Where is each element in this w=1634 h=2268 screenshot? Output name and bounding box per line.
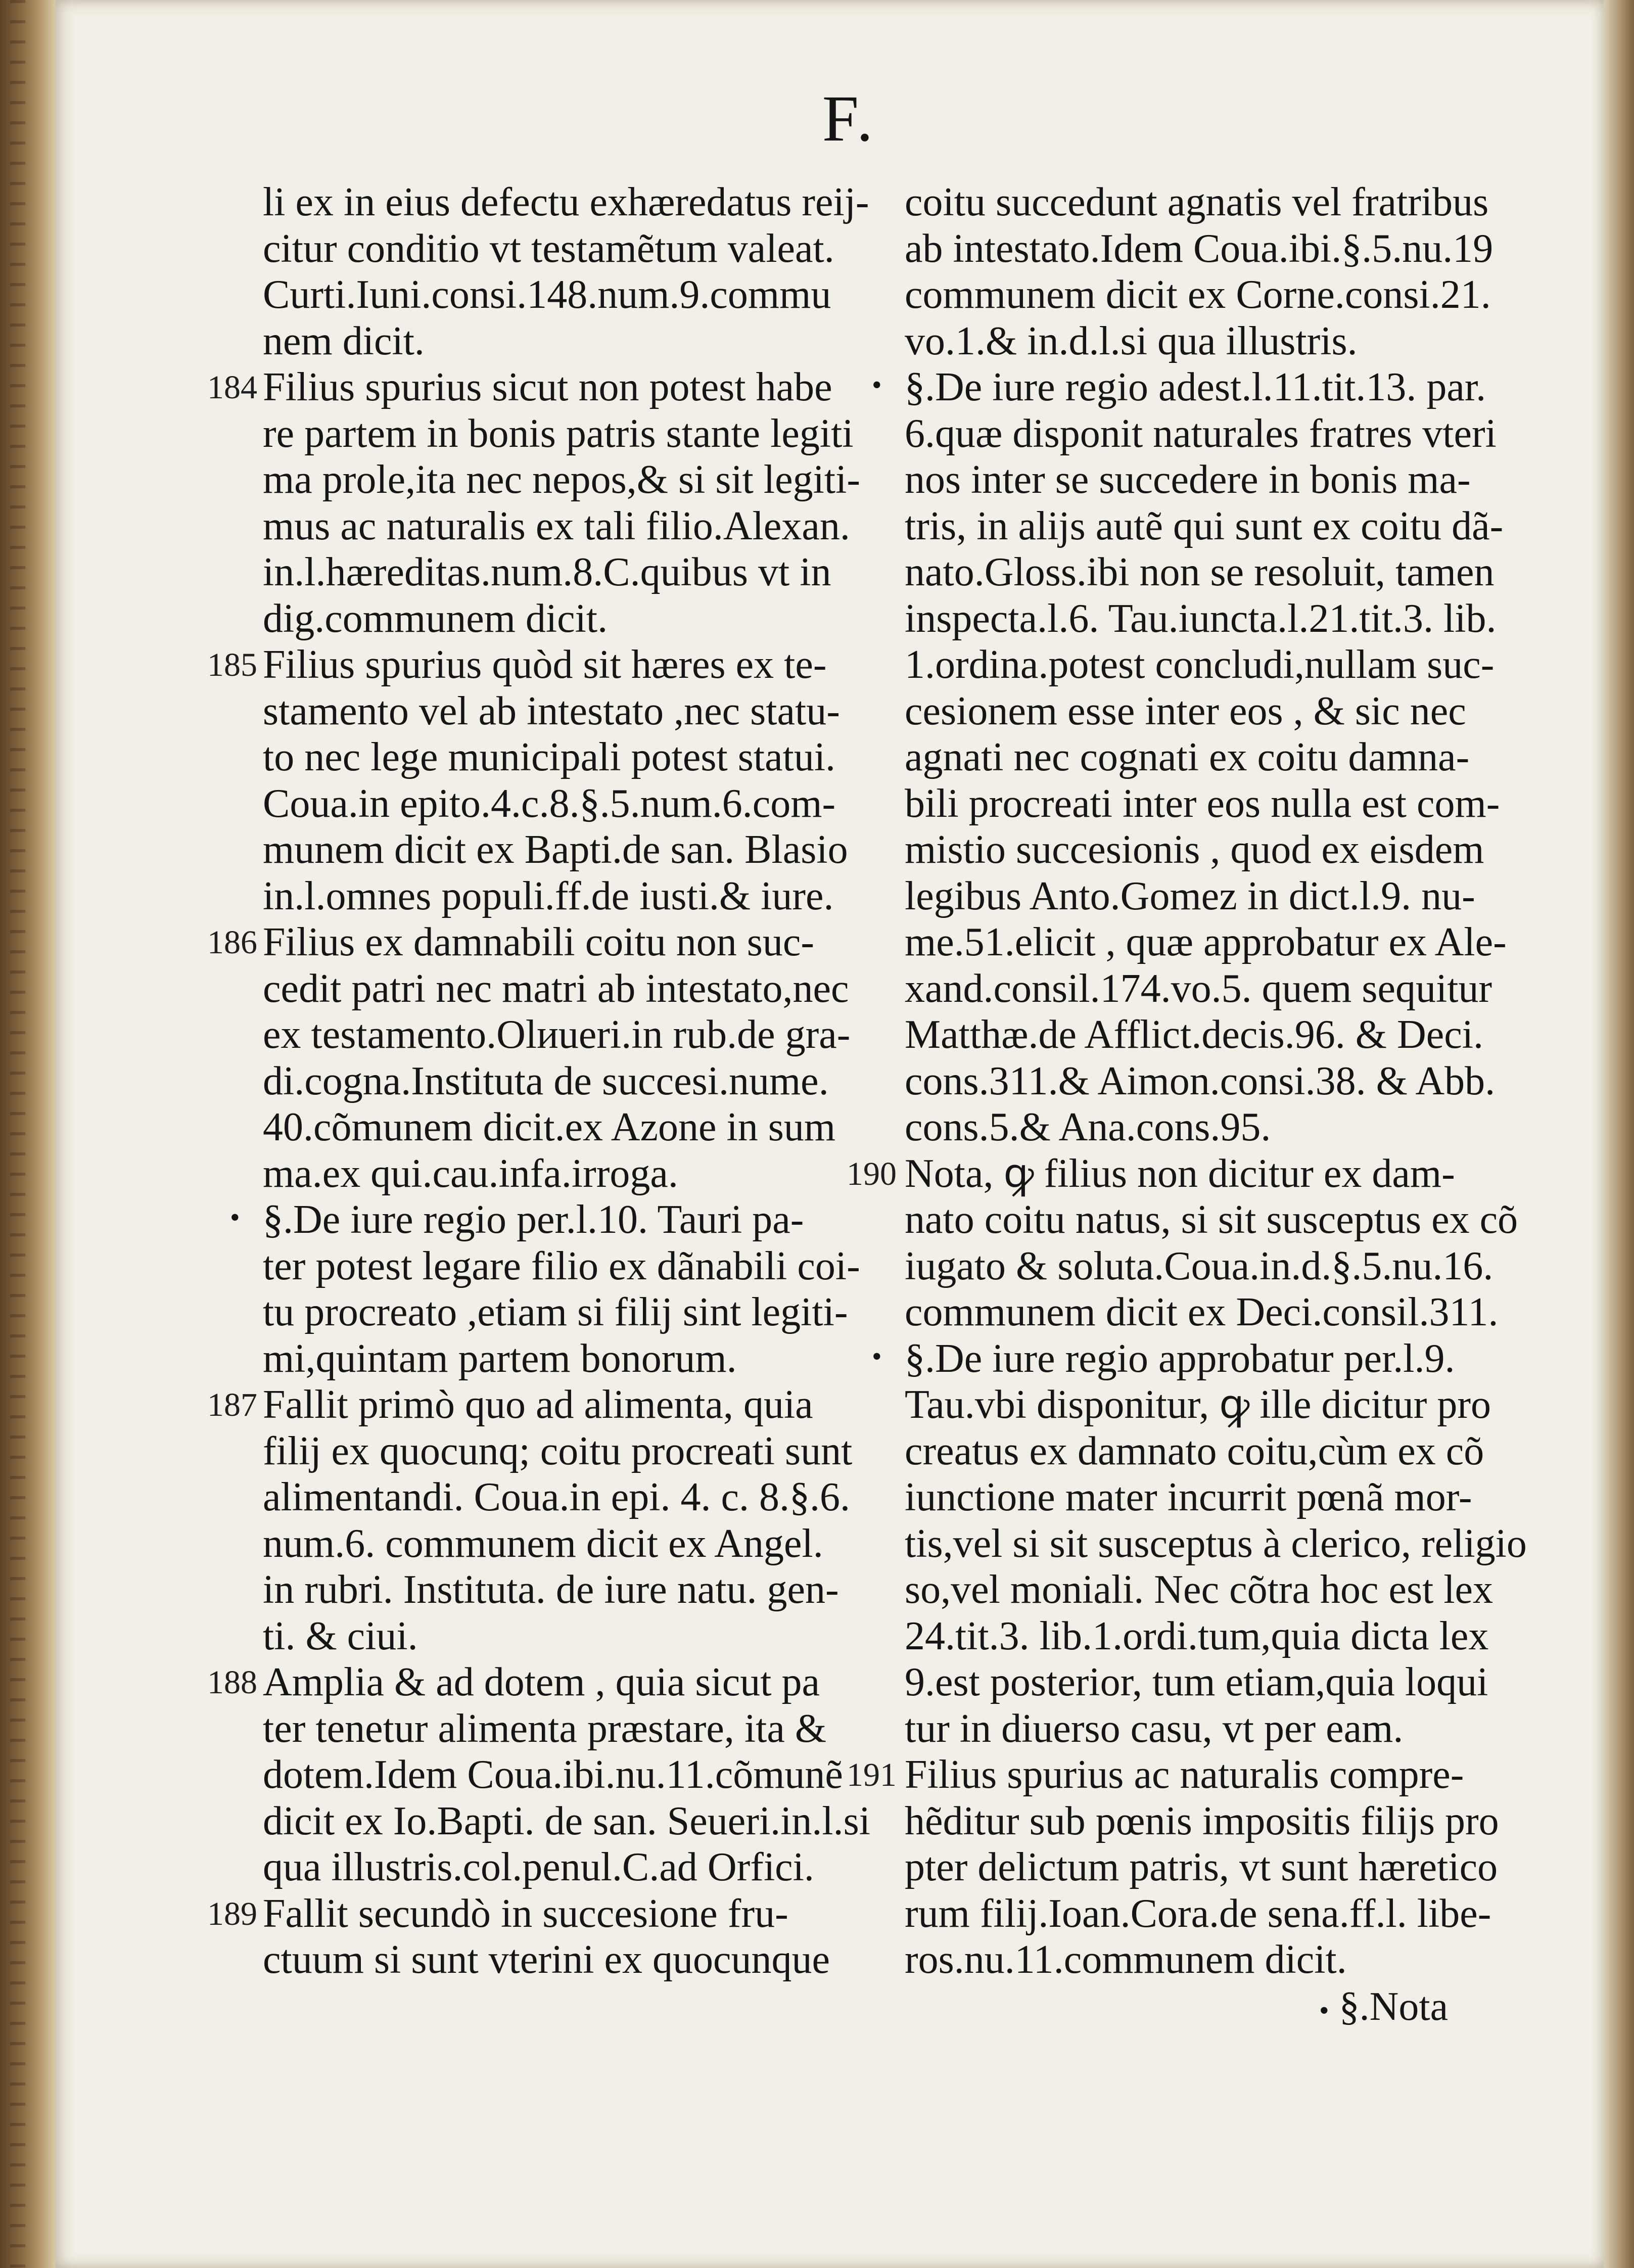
text-line: ter potest legare filio ex dãnabili coi- — [263, 1243, 860, 1288]
text-line: Nota, ꝙ filius non dicitur ex dam- — [905, 1151, 1455, 1196]
text-line: stamento vel ab intestato ,nec statu- — [263, 688, 840, 733]
text-line: me.51.elicit , quæ approbatur ex Ale- — [905, 920, 1507, 964]
text-line: Tau.vbi disponitur, ꝙ ille dicitur pro — [905, 1382, 1491, 1427]
text-line: in.l.omnes populi.ff.de iusti.& iure. — [263, 873, 834, 918]
text-line: tris, in alijs autẽ qui sunt ex coitu dã- — [905, 503, 1504, 548]
paragraph-bullet: • — [872, 369, 882, 401]
text-line: cons.311.& Aimon.consi.38. & Abb. — [905, 1058, 1496, 1103]
text-entry — [230, 1197, 915, 1382]
text-line: nato.Gloss.ibi non se resoluit, tamen — [905, 550, 1495, 594]
text-line: ma prole,ita nec nepos,& si sit legiti- — [263, 457, 860, 502]
text-line: di.cogna.Instituta de succesi.nume. — [263, 1058, 829, 1103]
entry-number: 187 — [207, 1386, 257, 1423]
text-line: vo.1.& in.d.l.si qua illustris. — [905, 318, 1358, 363]
book-binding-edge — [0, 0, 56, 2268]
text-line: cesionem esse inter eos , & sic nec — [905, 688, 1466, 733]
text-line: 1.ordina.potest concludi,nullam suc- — [905, 642, 1495, 687]
text-line: Matthæ.de Afflict.decis.96. & Deci. — [905, 1012, 1483, 1057]
text-line: 6.quæ disponit naturales fratres vteri — [905, 411, 1497, 456]
text-line: ti. & ciui. — [263, 1613, 418, 1658]
text-line: ctuum si sunt vterini ex quocunque — [263, 1937, 830, 1982]
text-line: iugato & soluta.Coua.in.d.§.5.nu.16. — [905, 1243, 1493, 1288]
text-line: creatus ex damnato coitu,cùm ex cõ — [905, 1428, 1484, 1473]
entry-number: 188 — [207, 1664, 257, 1701]
text-entry — [872, 1336, 1527, 1752]
text-line: xand.consil.174.vo.5. quem sequitur — [905, 966, 1492, 1011]
text-line: mus ac naturalis ex tali filio.Alexan. — [263, 503, 850, 548]
entry-number: 191 — [847, 1756, 897, 1793]
text-line: num.6. communem dicit ex Angel. — [263, 1521, 823, 1566]
signature-mark: F. — [822, 82, 876, 155]
text-entry — [847, 1752, 1499, 1983]
entry-number: 190 — [847, 1155, 897, 1192]
text-line: nem dicit. — [263, 318, 425, 363]
text-line: ros.nu.11.communem dicit. — [905, 1937, 1347, 1982]
text-line: ab intestato.Idem Coua.ibi.§.5.nu.19 — [905, 226, 1493, 271]
text-line: iunctione mater incurrit pœnã mor- — [905, 1475, 1472, 1519]
text-line: legibus Anto.Gomez in dict.l.9. nu- — [905, 873, 1475, 918]
text-line: Filius spurius ac naturalis compre- — [905, 1752, 1464, 1797]
text-entry — [207, 919, 915, 1197]
text-line: li ex in eius defectu exhæredatus reij- — [263, 180, 869, 224]
text-line: Filius ex damnabili coitu non suc- — [263, 920, 814, 964]
text-entry — [207, 642, 915, 919]
text-entry — [847, 1151, 1518, 1336]
entry-number: 189 — [207, 1895, 257, 1932]
text-line: bili procreati inter eos nulla est com- — [905, 781, 1500, 826]
entry-number: 184 — [207, 369, 257, 406]
page-fore-edge — [1604, 0, 1634, 2268]
text-line: 40.cõmunem dicit.ex Azone in sum — [263, 1105, 836, 1149]
entry-number: 185 — [207, 646, 257, 683]
paragraph-bullet: • — [230, 1202, 240, 1233]
catchword — [1319, 1984, 1448, 2034]
left-text-column — [207, 179, 915, 1983]
text-line: communem dicit ex Corne.consi.21. — [905, 272, 1491, 317]
text-line: dig.communem dicit. — [263, 596, 608, 641]
text-entry — [905, 179, 1493, 364]
text-line: re partem in bonis patris stante legiti — [263, 411, 854, 456]
text-line: filij ex quocunq; coitu procreati sunt — [263, 1428, 853, 1473]
text-entry — [263, 179, 915, 364]
text-line: §.De iure regio approbatur per.l.9. — [905, 1336, 1455, 1381]
text-line: inspecta.l.6. Tau.iuncta.l.21.tit.3. lib. — [905, 596, 1497, 641]
text-line: §.De iure regio per.l.10. Tauri pa- — [263, 1197, 804, 1242]
text-line: in rubri. Instituta. de iure natu. gen- — [263, 1567, 839, 1612]
text-line: nos inter se succedere in bonis ma- — [905, 457, 1471, 502]
text-line: munem dicit ex Bapti.de san. Blasio — [263, 827, 848, 872]
text-entry — [207, 1382, 915, 1659]
text-line: coitu succedunt agnatis vel fratribus — [905, 180, 1489, 224]
text-line: dicit ex Io.Bapti. de san. Seueri.in.l.si — [263, 1798, 870, 1843]
catchword-text: §.Nota — [1339, 1984, 1449, 2029]
text-line: ex testamento.Olиueri.in rub.de gra- — [263, 1012, 851, 1057]
text-line: in.l.hæreditas.num.8.C.quibus vt in — [263, 550, 831, 594]
text-line: Filius spurius quòd sit hæres ex te- — [263, 642, 827, 687]
text-line: pter delictum patris, vt sunt hæretico — [905, 1845, 1498, 1889]
text-entry — [207, 1659, 915, 1891]
text-line: Curti.Iuni.consi.148.num.9.commu — [263, 272, 831, 317]
catchword-bullet: • — [1319, 1995, 1329, 2026]
entry-number: 186 — [207, 924, 257, 961]
text-line: tis,vel si sit susceptus à clerico, religio — [905, 1521, 1527, 1566]
text-line: cons.5.& Ana.cons.95. — [905, 1105, 1271, 1149]
text-line: Fallit primò quo ad alimenta, quia — [263, 1382, 813, 1427]
text-line: nato coitu natus, si sit susceptus ex cõ — [905, 1197, 1518, 1242]
text-line: mistio succesionis , quod ex eisdem — [905, 827, 1484, 872]
text-line: 24.tit.3. lib.1.ordi.tum,quia dicta lex — [905, 1613, 1489, 1658]
text-line: so,vel moniali. Nec cõtra hoc est lex — [905, 1567, 1493, 1612]
text-line: 9.est posterior, tum etiam,quia loqui — [905, 1660, 1488, 1704]
text-line: Fallit secundò in succesione fru- — [263, 1891, 788, 1936]
text-line: ma.ex qui.cau.infa.irroga. — [263, 1151, 678, 1196]
text-entry — [207, 1891, 915, 1983]
right-text-column — [847, 179, 1527, 1983]
text-entry — [207, 364, 915, 642]
text-line: to nec lege municipali potest statui. — [263, 735, 836, 779]
text-line: Amplia & ad dotem , quia sicut pa — [263, 1660, 820, 1704]
text-line: tur in diuerso casu, vt per eam. — [905, 1706, 1404, 1751]
text-line: §.De iure regio adest.l.11.tit.13. par. — [905, 365, 1486, 409]
text-line: mi,quintam partem bonorum. — [263, 1336, 737, 1381]
text-line: qua illustris.col.penul.C.ad Orfici. — [263, 1845, 814, 1889]
text-line: agnati nec cognati ex coitu damna- — [905, 735, 1470, 779]
text-line: cedit patri nec matri ab intestato,nec — [263, 966, 849, 1011]
text-line: hẽditur sub pœnis impositis filijs pro — [905, 1798, 1499, 1843]
text-line: communem dicit ex Deci.consil.311. — [905, 1290, 1499, 1334]
text-line: alimentandi. Coua.in epi. 4. c. 8.§.6. — [263, 1475, 850, 1519]
text-line: rum filij.Ioan.Cora.de sena.ff.l. libe- — [905, 1891, 1491, 1936]
text-entry — [872, 364, 1507, 1151]
text-line: tu procreato ,etiam si filij sint legiti- — [263, 1290, 848, 1334]
text-line: Filius spurius sicut non potest habe — [263, 365, 832, 409]
text-line: citur conditio vt testamẽtum valeat. — [263, 226, 834, 271]
text-line: dotem.Idem Coua.ibi.nu.11.cõmunẽ — [263, 1752, 843, 1797]
paragraph-bullet: • — [872, 1340, 882, 1372]
text-line: Coua.in epito.4.c.8.§.5.num.6.com- — [263, 781, 836, 826]
text-line: ter tenetur alimenta præstare, ita & — [263, 1706, 827, 1751]
